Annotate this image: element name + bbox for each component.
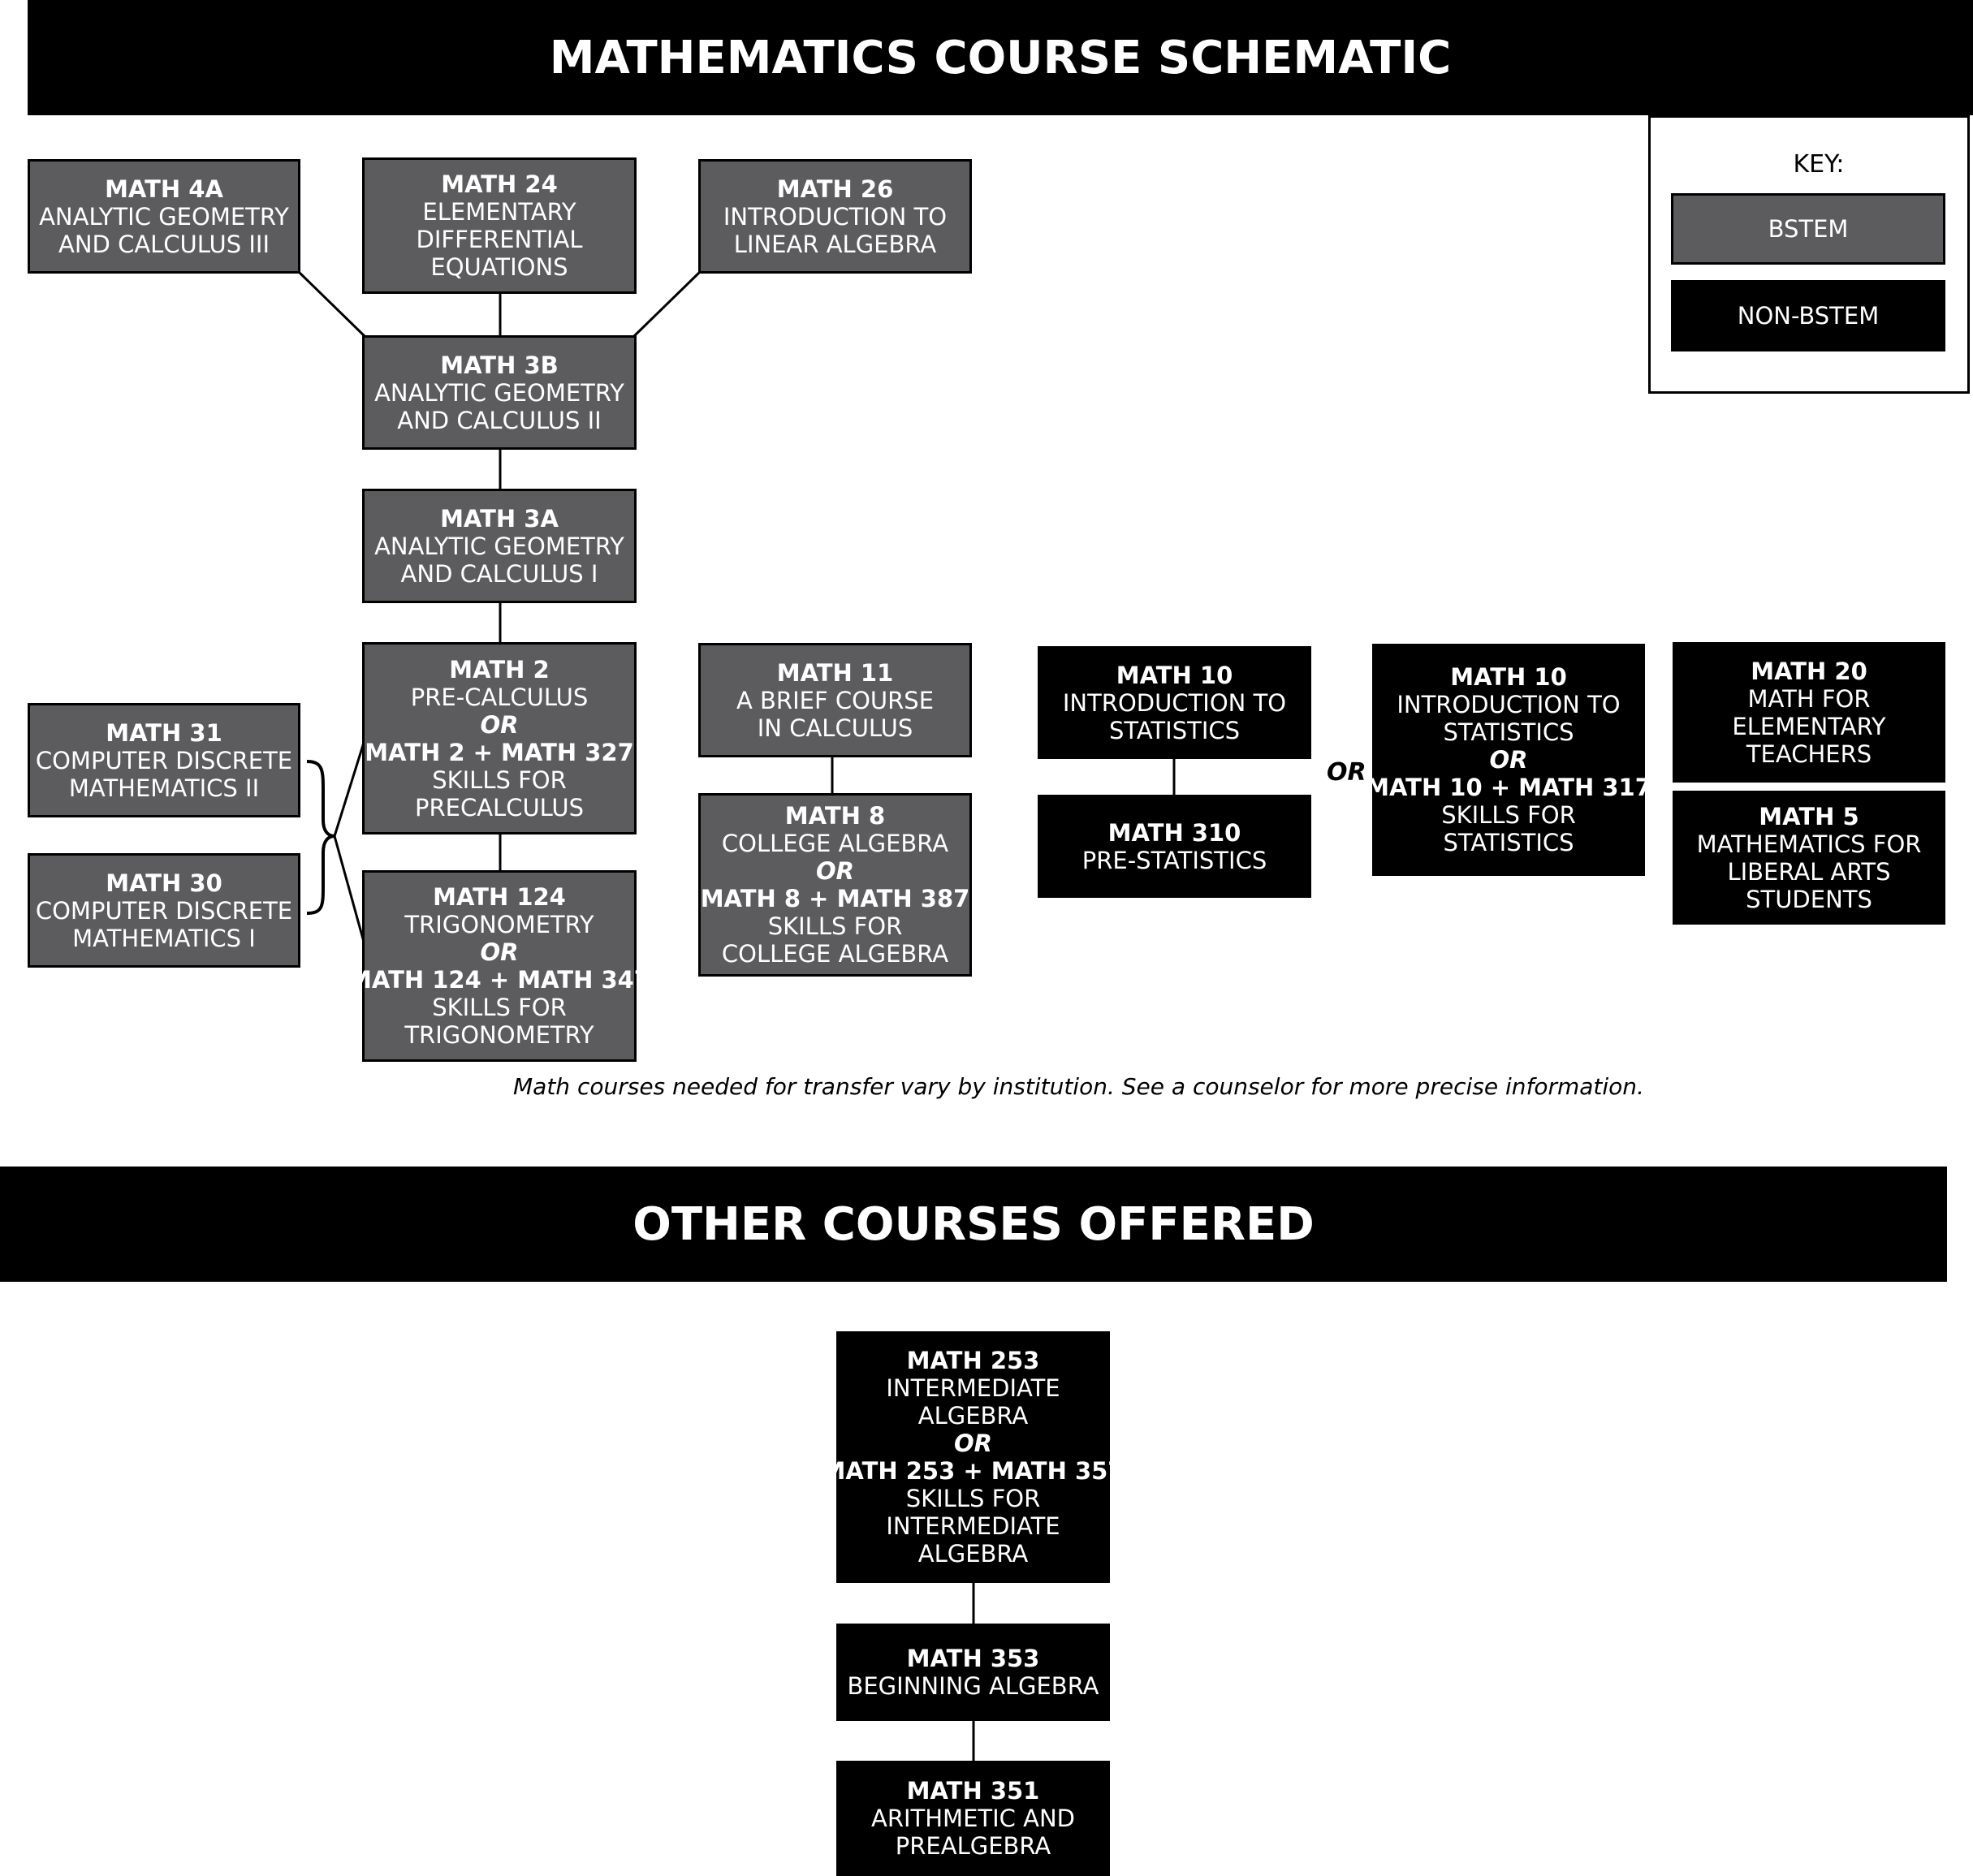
course-code-combo: MATH 253 + MATH 357 bbox=[822, 1457, 1125, 1485]
course-title-line: IN CALCULUS bbox=[757, 714, 913, 742]
or-connector: OR bbox=[480, 710, 519, 739]
course-code: MATH 24 bbox=[441, 170, 558, 198]
course-code: MATH 10 bbox=[1450, 663, 1567, 691]
line-4a-3b bbox=[299, 272, 365, 337]
course-code: MATH 353 bbox=[906, 1645, 1040, 1672]
course-math-253 bbox=[822, 1331, 1125, 1583]
or-connector: OR bbox=[480, 938, 519, 966]
course-title-line: ARITHMETIC AND bbox=[870, 1805, 1075, 1832]
course-math-24 bbox=[362, 157, 637, 294]
course-title-line: TRIGONOMETRY bbox=[404, 911, 594, 938]
course-math-20 bbox=[1673, 642, 1945, 783]
key-non-bstem-label: NON-BSTEM bbox=[1737, 302, 1880, 330]
course-code-combo: MATH 8 + MATH 387 bbox=[700, 885, 970, 912]
course-title-line: LINEAR ALGEBRA bbox=[733, 230, 937, 258]
course-title-line: STATISTICS bbox=[1443, 718, 1574, 746]
course-title-line: AND CALCULUS III bbox=[58, 230, 270, 258]
course-title-line: ANALYTIC GEOMETRY bbox=[39, 202, 289, 231]
course-title-line: MATHEMATICS I bbox=[72, 924, 256, 952]
or-label: OR bbox=[1327, 758, 1366, 787]
course-code: MATH 124 bbox=[433, 883, 566, 911]
course-title-line: STATISTICS bbox=[1443, 829, 1574, 856]
line-brace-124 bbox=[335, 836, 364, 942]
course-math-310 bbox=[1038, 795, 1311, 898]
course-code: MATH 351 bbox=[906, 1777, 1040, 1805]
course-title-line: INTRODUCTION TO bbox=[1062, 688, 1287, 717]
course-title-line: MATH FOR bbox=[1747, 684, 1871, 713]
key-title: KEY: bbox=[1793, 150, 1845, 179]
course-title-line: DIFFERENTIAL bbox=[416, 226, 583, 253]
course-code: MATH 3B bbox=[440, 351, 559, 379]
course-math-5 bbox=[1673, 791, 1945, 925]
course-title-line: PRE-CALCULUS bbox=[410, 683, 589, 711]
course-code: MATH 30 bbox=[106, 869, 222, 897]
course-title-line: A BRIEF COURSE bbox=[736, 686, 935, 714]
course-title-line: ELEMENTARY bbox=[1732, 712, 1886, 740]
course-title-line: INTRODUCTION TO bbox=[1397, 691, 1621, 718]
schematic-title: MATHEMATICS COURSE SCHEMATIC bbox=[549, 31, 1452, 84]
course-code: MATH 26 bbox=[776, 175, 894, 203]
course-title-line: SKILLS FOR bbox=[1441, 801, 1576, 829]
course-code: MATH 2 bbox=[449, 655, 550, 684]
course-math-124 bbox=[348, 870, 650, 1062]
or-connector: OR bbox=[816, 857, 854, 885]
course-title-line: EQUATIONS bbox=[430, 253, 568, 281]
course-code: MATH 253 bbox=[906, 1347, 1040, 1374]
key-bstem-label: BSTEM bbox=[1768, 215, 1849, 243]
course-code: MATH 10 bbox=[1116, 661, 1233, 689]
or-connector: OR bbox=[1489, 746, 1528, 774]
course-title-line: ALGEBRA bbox=[917, 1540, 1029, 1568]
course-code: MATH 3A bbox=[440, 504, 559, 533]
course-math-2 bbox=[362, 642, 637, 834]
course-title-line: MATHEMATICS II bbox=[68, 774, 260, 802]
course-title-line: ANALYTIC GEOMETRY bbox=[374, 532, 624, 560]
course-title-line: ELEMENTARY bbox=[422, 198, 576, 226]
course-title-line: AND CALCULUS II bbox=[397, 406, 602, 434]
course-math-26 bbox=[698, 159, 972, 274]
course-title-line: LIBERAL ARTS bbox=[1727, 857, 1891, 886]
course-title-line: COMPUTER DISCRETE bbox=[35, 746, 293, 774]
curly-brace bbox=[307, 761, 335, 913]
course-math-3b bbox=[362, 335, 637, 450]
line-26-3b bbox=[633, 272, 700, 337]
course-code-combo: MATH 124 + MATH 347 bbox=[348, 966, 650, 994]
course-title-line: PRE-STATISTICS bbox=[1081, 846, 1267, 874]
course-title-line: SKILLS FOR bbox=[905, 1485, 1041, 1512]
course-title-line: TRIGONOMETRY bbox=[404, 1021, 594, 1049]
course-code-combo: MATH 2 + MATH 327 bbox=[365, 738, 634, 766]
course-math-3a bbox=[362, 489, 637, 603]
course-title-line: PREALGEBRA bbox=[895, 1832, 1051, 1860]
course-math-30 bbox=[28, 853, 300, 968]
key-non-bstem-swatch bbox=[1671, 280, 1945, 351]
course-math-11 bbox=[698, 643, 972, 757]
course-title-line: COLLEGE ALGEBRA bbox=[721, 940, 949, 968]
line-brace-2 bbox=[335, 743, 364, 836]
course-math-10-intro bbox=[1038, 646, 1311, 759]
course-title-line: SKILLS FOR bbox=[432, 765, 567, 794]
transfer-footnote: Math courses needed for transfer vary by institution. See a counselor for more precise information. bbox=[513, 1073, 1644, 1100]
course-title-line: MATHEMATICS FOR bbox=[1696, 830, 1922, 858]
course-math-4a bbox=[28, 159, 300, 274]
course-code: MATH 310 bbox=[1107, 818, 1241, 847]
course-title-line: INTERMEDIATE bbox=[886, 1512, 1060, 1540]
course-code: MATH 8 bbox=[784, 802, 886, 830]
course-code: MATH 11 bbox=[776, 658, 894, 687]
course-math-8 bbox=[698, 793, 972, 977]
course-title-line: ANALYTIC GEOMETRY bbox=[374, 378, 624, 407]
course-code-combo: MATH 10 + MATH 317 bbox=[1366, 774, 1651, 801]
or-connector: OR bbox=[954, 1430, 992, 1457]
course-title-line: STATISTICS bbox=[1108, 716, 1241, 744]
course-code: MATH 20 bbox=[1751, 657, 1867, 685]
course-title-line: ALGEBRA bbox=[917, 1402, 1029, 1430]
course-title-line: AND CALCULUS I bbox=[400, 559, 598, 588]
other-courses-title: OTHER COURSES OFFERED bbox=[632, 1197, 1315, 1251]
key-bstem-swatch bbox=[1671, 193, 1945, 265]
course-title-line: COLLEGE ALGEBRA bbox=[721, 830, 949, 857]
course-title-line: PRECALCULUS bbox=[414, 793, 585, 822]
course-title-line: BEGINNING ALGEBRA bbox=[847, 1672, 1099, 1700]
course-code: MATH 4A bbox=[105, 175, 223, 203]
course-math-353 bbox=[836, 1624, 1110, 1721]
course-title-line: SKILLS FOR bbox=[767, 912, 903, 940]
course-math-31 bbox=[28, 703, 300, 817]
course-title-line: INTERMEDIATE bbox=[886, 1374, 1060, 1402]
course-title-line: COMPUTER DISCRETE bbox=[35, 896, 293, 925]
course-title-line: TEACHERS bbox=[1746, 740, 1872, 768]
course-title-line: SKILLS FOR bbox=[432, 994, 567, 1021]
course-code: MATH 31 bbox=[106, 718, 222, 747]
course-math-10-or-317 bbox=[1366, 644, 1651, 876]
course-code: MATH 5 bbox=[1759, 802, 1859, 830]
course-title-line: STUDENTS bbox=[1746, 885, 1872, 913]
course-title-line: INTRODUCTION TO bbox=[723, 202, 948, 231]
course-math-351 bbox=[836, 1761, 1110, 1876]
